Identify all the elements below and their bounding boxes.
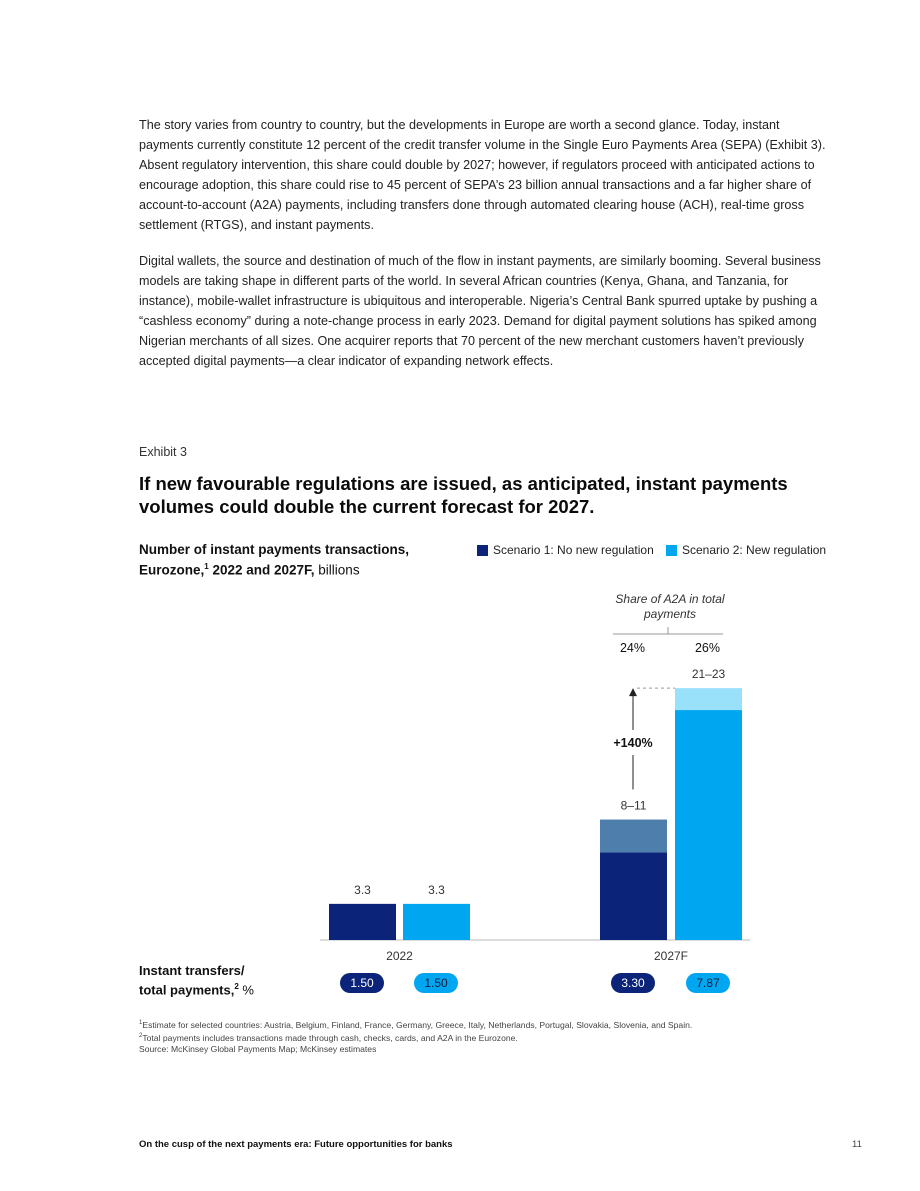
x-tick-label-2022: 2022 [386,949,413,963]
instant-transfers-label-line1: Instant transfers/ [139,963,245,978]
footnotes [139,1018,839,1055]
bar-label-2022-scenario-2: 3.3 [428,882,445,897]
bar-2027F-scenario-1-range [600,820,667,853]
footer-title: On the cusp of the next payments era: Future opportunities for banks [139,1139,453,1150]
bar-2022-scenario-1 [329,904,396,940]
share-a2a-title: Share of A2A in total payments [615,592,725,621]
bar-label-2022-scenario-1: 3.3 [354,882,371,897]
bar-label-2027F-scenario-1: 8–11 [620,798,647,813]
footnote-2-mark: 2 [139,1032,143,1039]
share-value-scenario-2: 26% [694,641,721,655]
chart-subtitle-line1: Number of instant payments transactions, [139,542,410,557]
exhibit-title: If new favourable regulations are issued, as anticipated, instant payments volumes could double the current forecast for 2027. [139,473,788,517]
x-tick-label-2027F: 2027F [653,949,689,963]
instant-transfers-unit: % [238,982,254,998]
chart-subtitle-unit: billions [314,562,360,578]
growth-label: +140% [613,736,653,750]
instant-transfers-label [139,963,254,998]
bar-2027F-scenario-2-range [675,688,742,710]
chart-subtitle-years: 2022 and 2027F, [208,562,315,578]
footnote-source: Source: McKinsey Global Payments Map; McKinsey estimates [139,1043,377,1054]
share-value-scenario-1: 24% [619,641,646,655]
transfer-pill-2027-scenario-1: 3.30 [611,973,655,993]
footnote-1-text: Estimate for selected countries: Austria, Belgium, Finland, France, Germany, Greece, Italy, Netherlands, Portugal, Slovakia, Slovenia, and Spain. [142,1019,693,1030]
bar-2022-scenario-2 [403,904,470,940]
instant-transfers-footnote-mark: 2 [234,982,239,991]
instant-transfers-label-line2: total payments, [139,982,235,998]
body-paragraph-2: Digital wallets, the source and destination of much of the flow in instant payments, are similarly booming. Several business models are taking shape in different parts of the world. In several African countries (Kenya, Ghana, and Tanzania, for instance), mobile-wallet infrastructure is ubiquitous and interoperable. Nigeria’s Central Bank spurred uptake by pushing a “cashless economy” during a note-change process in early 2023. Demand for digital payment solutions has spiked among Nigerian merchants of all sizes. One acquirer reports that 70 percent of the new merchant customers haven’t previously accepted digital payments—a clear indicator of expanding network effects. [139,254,821,368]
growth-arrow-head [629,688,637,696]
footnote-1-mark: 1 [139,1020,143,1026]
transfer-pill-2022-scenario-2: 1.50 [414,973,458,993]
chart-subtitle-region: Eurozone, [139,562,205,578]
legend-label-scenario-1: Scenario 1: No new regulation [493,543,654,557]
chart-subtitle-footnote-mark: 1 [204,562,209,571]
bar-2027F-scenario-1-low [600,852,667,940]
footnote-2 [139,1031,839,1044]
body-paragraph-1: The story varies from country to country, but the developments in Europe are worth a second glance. Today, instant payments currently constitute 12 percent of the credit transfer volume in the Single Euro Payments Area (SEPA) (Exhibit 3). Absent regulatory intervention, this share could double by 2027; however, if regulators proceed with anticipated actions to encourage adoption, this share could rise to 45 percent of SEPA’s 23 billion annual transactions and a far higher share of account-to-account (A2A) payments, including transfers done through automated clearing house (ACH), real-time gross settlement (RTGS), and instant payments. [139,118,826,232]
exhibit-label: Exhibit 3 [139,445,187,459]
footnote-2-text: Total payments includes transactions made through cash, checks, cards, and A2A in the Eurozone. [142,1032,518,1043]
footnote-1 [139,1018,839,1031]
transfer-pill-2027-scenario-2: 7.87 [686,973,730,993]
page-number: 11 [852,1139,862,1150]
legend-label-scenario-2: Scenario 2: New regulation [682,543,827,557]
transfer-pill-2022-scenario-1: 1.50 [340,973,384,993]
bar-label-2027F-scenario-2: 21–23 [691,667,726,682]
bar-2027F-scenario-2-low [675,710,742,940]
